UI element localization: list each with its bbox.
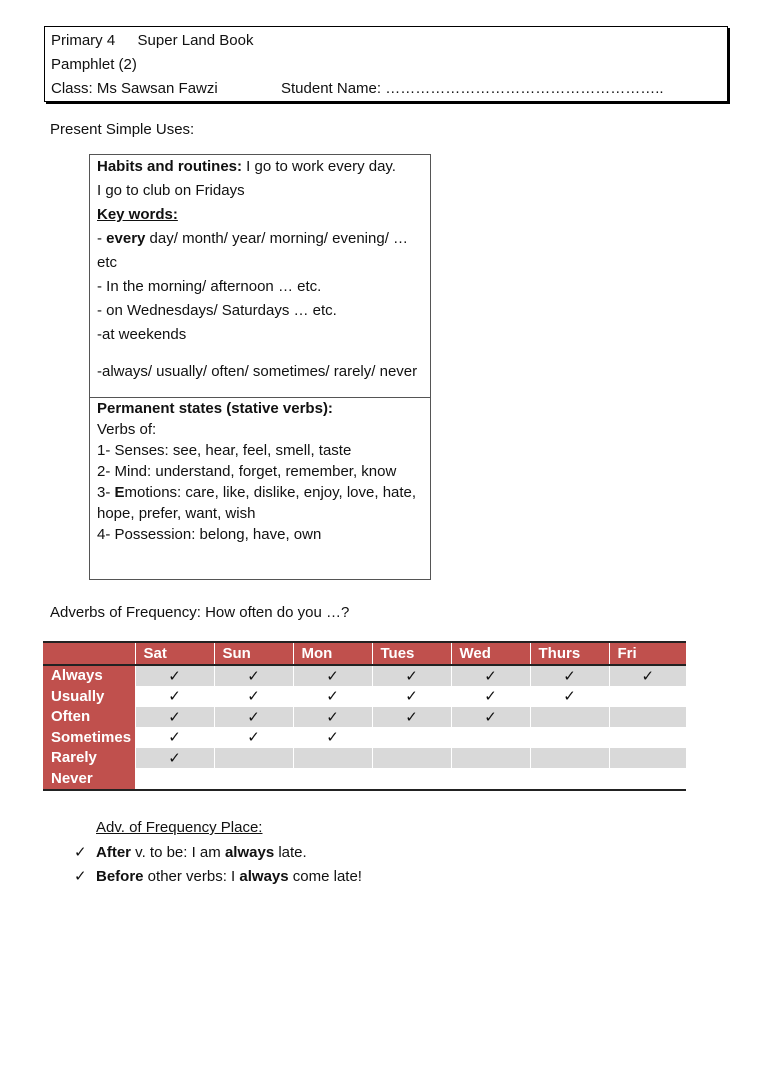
habits-example-2: I go to club on Fridays (97, 182, 245, 199)
book-title: Super Land Book (137, 32, 254, 49)
check-cell: ✓ (135, 665, 214, 687)
table-row (43, 727, 686, 748)
keyword-adverbs: -always/ usually/ often/ sometimes/ rarely/ never (97, 363, 418, 380)
table-header-row (43, 642, 686, 665)
frequency-table (43, 641, 686, 791)
day-header: Mon (293, 642, 372, 665)
check-cell: ✓ (135, 686, 214, 707)
after-end: late. (274, 844, 307, 861)
check-cell: ✓ (135, 727, 214, 748)
keyword-weekdays: - on Wednesdays/ Saturdays … etc. (97, 302, 337, 319)
table-row (43, 707, 686, 728)
header-box (44, 26, 728, 102)
class-label: Class: Ms Sawsan Fawzi (51, 80, 218, 97)
check-cell: ✓ (214, 727, 293, 748)
check-cell (530, 768, 609, 790)
table-row (43, 748, 686, 769)
check-cell (451, 748, 530, 769)
table-row (43, 768, 686, 790)
after-always: always (224, 844, 275, 861)
check-cell (293, 748, 372, 769)
check-cell: ✓ (293, 665, 372, 687)
present-simple-uses-box (89, 154, 431, 580)
check-cell (372, 768, 451, 790)
day-header: Thurs (530, 642, 609, 665)
keyword-every-rest: day/ month/ year/ morning/ evening/ … (145, 230, 409, 247)
place-item-before (74, 867, 362, 885)
keyword-weekends: -at weekends (97, 326, 187, 343)
day-header: Sat (135, 642, 214, 665)
check-cell (530, 707, 609, 728)
keyword-morning: - In the morning/ afternoon … etc. (97, 278, 322, 295)
check-cell: ✓ (214, 665, 293, 687)
before-rest: other verbs: I (143, 868, 240, 885)
row-label: Usually (43, 686, 135, 707)
check-cell (372, 748, 451, 769)
check-cell: ✓ (609, 665, 686, 687)
check-cell (609, 768, 686, 790)
after-bold: After (96, 844, 132, 861)
emotions-bold: E (114, 484, 125, 501)
row-label: Sometimes (43, 727, 135, 748)
table-row (43, 686, 686, 707)
place-item-after (74, 843, 307, 861)
states-line-possession: 4- Possession: belong, have, own (97, 526, 322, 543)
check-cell: ✓ (451, 707, 530, 728)
check-cell (451, 768, 530, 790)
table-corner (43, 642, 135, 665)
row-label: Often (43, 707, 135, 728)
adverb-place-title: Adv. of Frequency Place: (96, 819, 263, 836)
before-end: come late! (288, 868, 362, 885)
states-line-1: Verbs of: (97, 421, 157, 438)
day-header: Sun (214, 642, 293, 665)
check-cell (293, 768, 372, 790)
row-label: Always (43, 665, 135, 687)
check-icon: ✓ (74, 868, 87, 885)
adverbs-title: Adverbs of Frequency: How often do you …? (50, 604, 350, 621)
present-simple-title: Present Simple Uses: (50, 121, 195, 138)
pamphlet-label: Pamphlet (2) (51, 56, 137, 73)
row-label: Rarely (43, 748, 135, 769)
check-cell (530, 748, 609, 769)
before-bold: Before (96, 868, 144, 885)
check-cell (530, 727, 609, 748)
habits-heading: Habits and routines: (97, 158, 243, 175)
check-cell: ✓ (451, 665, 530, 687)
keyword-every (97, 230, 408, 247)
check-cell (609, 707, 686, 728)
check-cell (609, 748, 686, 769)
states-line-emotions-cont: hope, prefer, want, wish (97, 505, 256, 522)
header-line-1 (51, 32, 253, 50)
check-cell: ✓ (451, 686, 530, 707)
after-rest: v. to be: I am (131, 844, 225, 861)
check-icon: ✓ (74, 844, 87, 861)
row-label: Never (43, 768, 135, 790)
check-cell (609, 686, 686, 707)
check-cell: ✓ (214, 686, 293, 707)
check-cell: ✓ (214, 707, 293, 728)
check-cell: ✓ (372, 707, 451, 728)
states-line-mind: 2- Mind: understand, forget, remember, know (97, 463, 397, 480)
check-cell (372, 727, 451, 748)
check-cell: ✓ (293, 686, 372, 707)
states-line-senses: 1- Senses: see, hear, feel, smell, taste (97, 442, 352, 459)
check-cell: ✓ (135, 748, 214, 769)
check-cell (214, 748, 293, 769)
check-cell: ✓ (293, 707, 372, 728)
check-cell: ✓ (293, 727, 372, 748)
keyword-every-bold: every (106, 230, 146, 247)
states-line-emotions (97, 484, 416, 501)
emotions-rest: motions: care, like, dislike, enjoy, love, hate, (124, 484, 417, 501)
day-header: Wed (451, 642, 530, 665)
check-cell: ✓ (135, 707, 214, 728)
check-cell: ✓ (530, 665, 609, 687)
emotions-prefix: 3- (97, 484, 115, 501)
check-cell: ✓ (372, 665, 451, 687)
check-cell (214, 768, 293, 790)
habits-line (97, 158, 396, 175)
check-cell: ✓ (372, 686, 451, 707)
keywords-heading: Key words: (97, 206, 178, 223)
states-heading: Permanent states (stative verbs): (97, 400, 333, 417)
keyword-etc: etc (97, 254, 118, 271)
check-cell: ✓ (530, 686, 609, 707)
check-cell (451, 727, 530, 748)
student-name-field: Student Name: ……………………………………………….. (281, 80, 664, 97)
habits-example-1: I go to work every day. (242, 158, 396, 175)
check-cell (135, 768, 214, 790)
day-header: Fri (609, 642, 686, 665)
table-row (43, 665, 686, 687)
check-cell (609, 727, 686, 748)
grade-label: Primary 4 (51, 32, 116, 49)
before-always: always (239, 868, 289, 885)
day-header: Tues (372, 642, 451, 665)
box-divider (90, 397, 430, 398)
keyword-prefix: - (97, 230, 107, 247)
